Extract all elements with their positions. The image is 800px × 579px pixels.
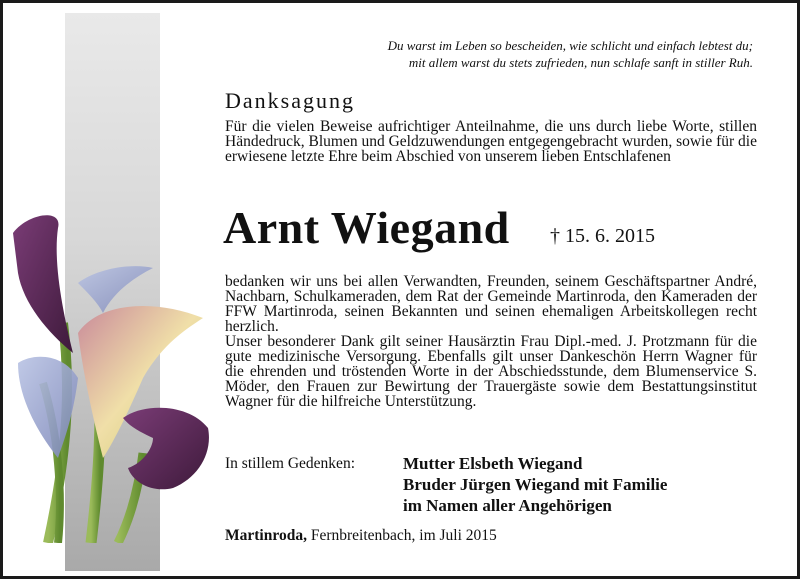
signer: Mutter Elsbeth Wiegand (403, 454, 583, 473)
deceased-name: Arnt Wiegand (223, 202, 510, 253)
memorial-label: In stillem Gedenken: (225, 455, 355, 472)
thanks-text (225, 274, 757, 409)
place-date-line (225, 527, 497, 545)
calla-lily-illustration (3, 203, 223, 543)
purple-lily-right (123, 408, 209, 490)
blue-lily-top (78, 266, 153, 313)
intro-paragraph: Für die vielen Beweise aufrichtiger Anteilnahme, die uns durch liebe Worte, stillen Händedruck, Blumen und Geldzuwendungen entgegengebracht wurden, sowie für die erwiesene letzte Ehre beim Abschied von unserem lieben Entschlafenen (225, 118, 757, 165)
place-name: Martinroda, (225, 527, 307, 544)
motto-line: Du warst im Leben so bescheiden, wie schlicht und einfach lebtest du; (387, 38, 753, 53)
thanks-paragraph: bedanken wir uns bei allen Verwandten, Freunden, seinem Geschäftspartner André, Nachbarn, Schulkameraden, dem Rat der Gemeinde Martinroda, den Kameraden der FFW Martinroda, seinen Bekannten und seinen ehemaligen Arbeitskollegen recht herzlich. (225, 273, 757, 335)
thanks-paragraph: Unser besonderer Dank gilt seiner Hausärztin Frau Dipl.-med. J. Protzmann für die gute medizinische Versorgung. Ebenfalls gilt unser Dankeschön Herrn Wagner für die ehrenden und tröstenden Worte in der Abschiedsstunde, dem Blumenservice S. Möder, den Frauen zur Bewirtung der Trauergäste sowie dem Bestattungsinstitut Wagner für die hilfreiche Unterstützung. (225, 333, 757, 410)
signers-list (403, 453, 667, 516)
signer: Bruder Jürgen Wiegand mit Familie (403, 475, 668, 494)
page-title: Danksagung (225, 88, 355, 113)
signer: im Namen aller Angehörigen (403, 496, 612, 515)
purple-lily-left (13, 215, 73, 353)
place-date-rest: Fernbreitenbach, im Juli 2015 (306, 527, 497, 544)
death-date: † 15. 6. 2015 (550, 225, 655, 247)
motto-line: mit allem warst du stets zufrieden, nun schlafe sanft in stiller Ruh. (408, 55, 753, 70)
motto-verse (303, 37, 753, 71)
